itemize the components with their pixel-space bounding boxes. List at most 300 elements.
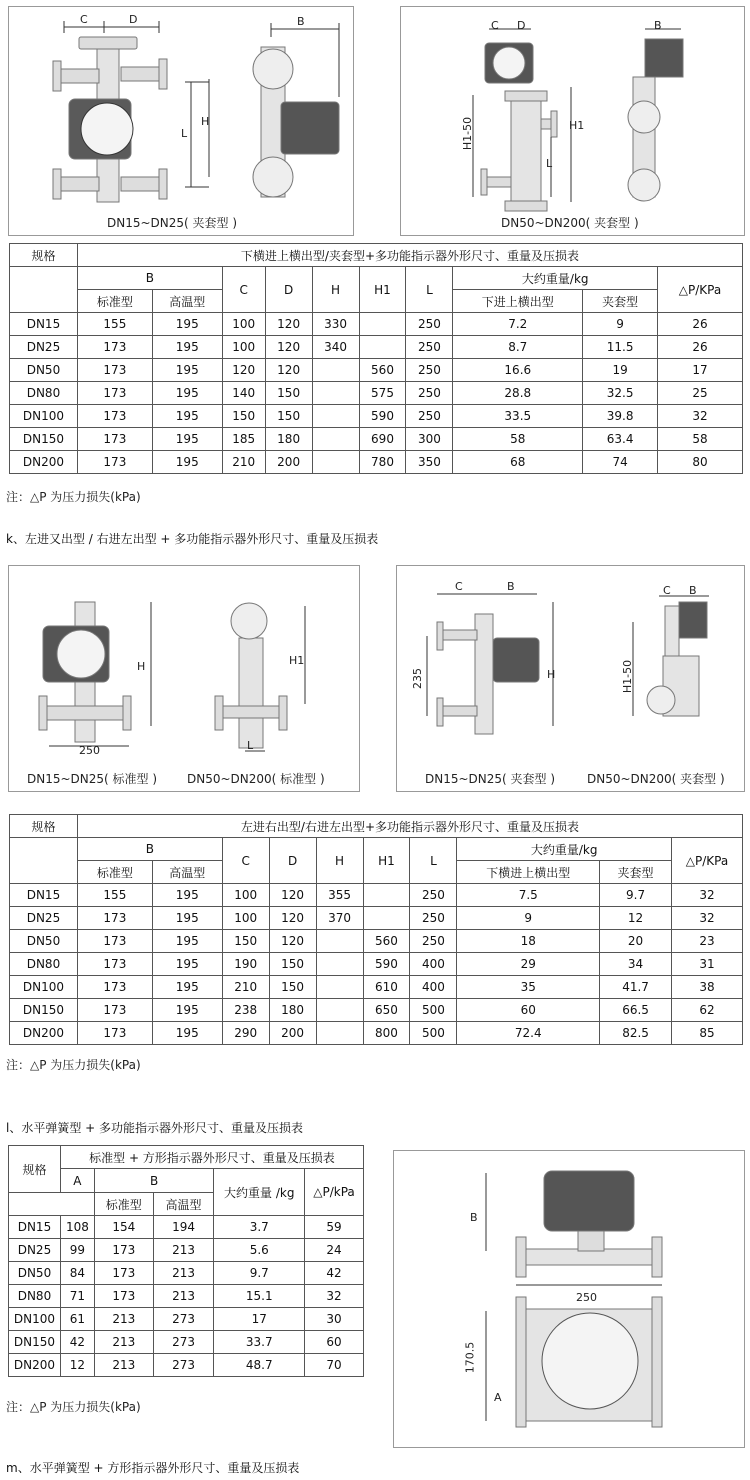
table-cell: 173	[77, 382, 152, 405]
header-l: L	[410, 838, 457, 884]
table-title: 下横进上横出型/夹套型+多功能指示器外形尺寸、重量及压损表	[77, 244, 742, 267]
table-row	[10, 976, 743, 999]
figure-caption-std-small: DN15~DN25( 标准型 )	[27, 772, 158, 786]
row-size-label: DN100	[10, 405, 78, 428]
table-cell	[359, 336, 406, 359]
table-cell: 31	[672, 953, 743, 976]
table-cell: 68	[453, 451, 583, 474]
table-cell: 173	[94, 1262, 153, 1285]
table-cell: 29	[457, 953, 600, 976]
table-cell: 28.8	[453, 382, 583, 405]
figure-j-dn15-dn25	[8, 6, 354, 236]
dim-label-c: C	[80, 13, 88, 26]
table-cell: 173	[77, 1022, 152, 1045]
row-size-label: DN50	[9, 1262, 61, 1285]
dim-label-h1: H1	[569, 119, 585, 132]
row-size-label: DN50	[10, 359, 78, 382]
table-cell: 155	[77, 313, 152, 336]
table-cell: 150	[269, 953, 316, 976]
dim-label-250: 250	[79, 744, 100, 757]
figure-caption-jkt-large: DN50~DN200( 夹套型 )	[587, 772, 725, 786]
table-row	[10, 907, 743, 930]
spec-table-j	[9, 243, 743, 474]
table-cell: 500	[410, 999, 457, 1022]
table-cell: 154	[94, 1216, 153, 1239]
header-b-high-temp: 高温型	[153, 1193, 214, 1216]
table-cell: 32	[672, 884, 743, 907]
table-row	[9, 1262, 364, 1285]
table-cell: 33.7	[214, 1331, 305, 1354]
table-cell: 108	[60, 1216, 94, 1239]
section-l-heading: l、水平弹簧型 + 多功能指示器外形尺寸、重量及压损表	[6, 1121, 304, 1135]
header-h: H	[312, 267, 359, 313]
table-cell: 26	[658, 336, 743, 359]
table-cell: 610	[363, 976, 410, 999]
table-cell: 7.5	[457, 884, 600, 907]
table-cell	[316, 930, 363, 953]
table-cell: 12	[60, 1354, 94, 1377]
table-cell: 71	[60, 1285, 94, 1308]
table-row	[9, 1239, 364, 1262]
row-size-label: DN15	[10, 313, 78, 336]
table-cell: 58	[453, 428, 583, 451]
table-cell: 590	[359, 405, 406, 428]
table-cell: 42	[305, 1262, 364, 1285]
table-cell: 195	[152, 907, 222, 930]
dim-label-235: 235	[411, 668, 424, 689]
flowmeter-drawing-horizontal	[394, 1151, 744, 1447]
table-cell: 213	[94, 1308, 153, 1331]
note-l: 注：△P 为压力损失(kPa)	[6, 1400, 141, 1414]
figure-caption-std-large: DN50~DN200( 标准型 )	[187, 772, 325, 786]
table-cell: 195	[152, 382, 222, 405]
table-cell: 100	[222, 336, 265, 359]
table-row	[10, 451, 743, 474]
table-cell: 173	[77, 359, 152, 382]
figure-l-horizontal	[393, 1150, 745, 1448]
figure-k-standard	[8, 565, 360, 792]
row-size-label: DN50	[10, 930, 78, 953]
table-cell: 195	[152, 930, 222, 953]
table-cell: 17	[658, 359, 743, 382]
table-row	[10, 953, 743, 976]
table-row	[10, 382, 743, 405]
table-body-l	[9, 1216, 364, 1377]
row-size-label: DN25	[10, 907, 78, 930]
table-cell: 39.8	[583, 405, 658, 428]
table-cell: 173	[77, 976, 152, 999]
header-b-high-temp: 高温型	[152, 290, 222, 313]
dim-label-b: B	[507, 580, 515, 593]
dim-label-h1-50: H1-50	[461, 116, 475, 151]
table-cell: 17	[214, 1308, 305, 1331]
table-cell: 173	[94, 1239, 153, 1262]
row-size-label: DN80	[10, 382, 78, 405]
table-row	[10, 405, 743, 428]
table-cell	[316, 1022, 363, 1045]
section-m-heading: m、水平弹簧型 + 方形指示器外形尺寸、重量及压损表	[6, 1461, 300, 1475]
header-b: B	[94, 1169, 214, 1193]
table-cell: 120	[269, 930, 316, 953]
table-cell	[312, 451, 359, 474]
table-cell: 173	[77, 953, 152, 976]
table-cell: 120	[269, 907, 316, 930]
table-cell: 180	[265, 428, 312, 451]
table-cell: 250	[406, 336, 453, 359]
table-cell: 195	[152, 999, 222, 1022]
table-cell: 780	[359, 451, 406, 474]
table-cell: 15.1	[214, 1285, 305, 1308]
table-cell: 62	[672, 999, 743, 1022]
table-cell	[316, 976, 363, 999]
table-cell: 350	[406, 451, 453, 474]
table-cell: 173	[77, 451, 152, 474]
dim-label-c: C	[491, 19, 499, 32]
table-row	[9, 1331, 364, 1354]
table-cell: 300	[406, 428, 453, 451]
table-cell: 213	[94, 1354, 153, 1377]
table-cell: 20	[600, 930, 672, 953]
table-cell: 58	[658, 428, 743, 451]
dim-label-a: A	[494, 1391, 502, 1404]
table-cell: 195	[152, 336, 222, 359]
table-cell: 173	[77, 907, 152, 930]
table-cell: 120	[222, 359, 265, 382]
note-j: 注：△P 为压力损失(kPa)	[6, 490, 141, 504]
table-cell: 9.7	[214, 1262, 305, 1285]
dim-label-c2: C	[663, 584, 671, 597]
table-cell: 370	[316, 907, 363, 930]
table-cell: 340	[312, 336, 359, 359]
table-cell: 3.7	[214, 1216, 305, 1239]
table-cell: 210	[222, 451, 265, 474]
table-cell: 200	[269, 1022, 316, 1045]
table-row	[10, 336, 743, 359]
row-size-label: DN15	[9, 1216, 61, 1239]
figure-j-dn50-dn200	[400, 6, 745, 236]
table-cell: 213	[153, 1262, 214, 1285]
table-cell: 173	[77, 405, 152, 428]
table-row	[10, 1022, 743, 1045]
table-cell: 18	[457, 930, 600, 953]
table-cell: 190	[222, 953, 269, 976]
table-cell: 213	[153, 1285, 214, 1308]
row-size-label: DN150	[10, 999, 78, 1022]
header-b-standard: 标准型	[94, 1193, 153, 1216]
table-cell: 250	[406, 405, 453, 428]
dim-label-d: D	[129, 13, 138, 26]
row-size-label: DN25	[9, 1239, 61, 1262]
dim-label-b: B	[470, 1211, 478, 1224]
table-cell: 23	[672, 930, 743, 953]
flowmeter-drawing-jacketed	[397, 566, 744, 791]
table-row	[10, 313, 743, 336]
header-spec: 规格	[9, 1146, 61, 1193]
row-size-label: DN25	[10, 336, 78, 359]
table-cell: 650	[363, 999, 410, 1022]
header-weight: 大约重量 /kg	[214, 1169, 305, 1216]
row-size-label: DN100	[10, 976, 78, 999]
row-size-label: DN100	[9, 1308, 61, 1331]
table-row	[10, 930, 743, 953]
table-cell: 185	[222, 428, 265, 451]
table-cell: 194	[153, 1216, 214, 1239]
table-cell: 250	[410, 907, 457, 930]
dim-label-c: C	[455, 580, 463, 593]
spec-table-k	[9, 814, 743, 1045]
table-cell: 173	[94, 1285, 153, 1308]
dim-label-h1-50: H1-50	[621, 659, 635, 694]
table-row	[10, 359, 743, 382]
flowmeter-drawing-standard	[9, 566, 359, 791]
header-h1: H1	[359, 267, 406, 313]
row-size-label: DN200	[10, 451, 78, 474]
figure-caption: DN50~DN200( 夹套型 )	[501, 216, 639, 230]
table-cell: 690	[359, 428, 406, 451]
table-cell: 560	[359, 359, 406, 382]
table-cell	[316, 999, 363, 1022]
table-cell: 800	[363, 1022, 410, 1045]
table-cell: 250	[410, 930, 457, 953]
table-cell: 195	[152, 884, 222, 907]
table-cell: 12	[600, 907, 672, 930]
header-b-standard: 标准型	[77, 861, 152, 884]
table-cell: 195	[152, 953, 222, 976]
table-cell: 590	[363, 953, 410, 976]
header-h: H	[316, 838, 363, 884]
row-size-label: DN80	[9, 1285, 61, 1308]
table-row	[9, 1216, 364, 1239]
table-cell: 150	[222, 930, 269, 953]
dim-label-170-5: 170.5	[463, 1341, 477, 1374]
table-cell: 195	[152, 428, 222, 451]
table-cell: 290	[222, 1022, 269, 1045]
dim-label-l: L	[247, 739, 254, 752]
table-cell: 195	[152, 451, 222, 474]
table-cell: 33.5	[453, 405, 583, 428]
table-cell: 355	[316, 884, 363, 907]
table-cell: 150	[222, 405, 265, 428]
table-row	[9, 1308, 364, 1331]
row-size-label: DN200	[10, 1022, 78, 1045]
table-cell: 173	[77, 336, 152, 359]
dim-label-h: H	[201, 115, 210, 128]
row-size-label: DN200	[9, 1354, 61, 1377]
header-weight-type1: 下进上横出型	[453, 290, 583, 313]
table-cell	[363, 884, 410, 907]
header-pressure-loss: △P/KPa	[658, 267, 743, 313]
dim-label-l: L	[546, 157, 553, 170]
table-cell	[312, 382, 359, 405]
table-cell: 213	[153, 1239, 214, 1262]
table-cell: 195	[152, 313, 222, 336]
dim-label-b: B	[297, 15, 305, 28]
table-body-j	[10, 313, 743, 474]
header-c: C	[222, 267, 265, 313]
table-cell: 85	[672, 1022, 743, 1045]
header-b: B	[77, 267, 222, 290]
table-cell: 25	[658, 382, 743, 405]
dim-label-b: B	[654, 19, 662, 32]
table-cell: 63.4	[583, 428, 658, 451]
table-cell: 140	[222, 382, 265, 405]
table-cell: 400	[410, 976, 457, 999]
table-cell: 195	[152, 976, 222, 999]
table-cell: 100	[222, 907, 269, 930]
dim-label-b2: B	[689, 584, 697, 597]
table-cell: 9.7	[600, 884, 672, 907]
table-cell: 59	[305, 1216, 364, 1239]
dim-label-h1: H1	[289, 654, 305, 667]
table-cell: 9	[583, 313, 658, 336]
table-cell: 11.5	[583, 336, 658, 359]
table-cell: 213	[94, 1331, 153, 1354]
header-pressure-loss: △P/kPa	[305, 1169, 364, 1216]
header-weight-jacketed: 夹套型	[600, 861, 672, 884]
table-cell: 30	[305, 1308, 364, 1331]
table-cell: 32	[305, 1285, 364, 1308]
table-cell: 80	[658, 451, 743, 474]
header-weight: 大约重量/kg	[457, 838, 672, 861]
flowmeter-drawing-jacketed-small	[9, 7, 353, 235]
table-cell: 173	[77, 428, 152, 451]
header-b-high-temp: 高温型	[152, 861, 222, 884]
table-row	[9, 1285, 364, 1308]
header-spec: 规格	[10, 244, 78, 267]
table-cell: 150	[269, 976, 316, 999]
table-cell: 195	[152, 359, 222, 382]
table-cell: 500	[410, 1022, 457, 1045]
table-cell: 173	[77, 930, 152, 953]
table-cell: 150	[265, 405, 312, 428]
dim-label-250: 250	[576, 1291, 597, 1304]
header-pressure-loss: △P/KPa	[672, 838, 743, 884]
header-b: B	[77, 838, 222, 861]
table-cell: 82.5	[600, 1022, 672, 1045]
row-size-label: DN150	[10, 428, 78, 451]
table-cell: 35	[457, 976, 600, 999]
dim-label-d: D	[517, 19, 526, 32]
table-cell	[312, 359, 359, 382]
table-cell: 70	[305, 1354, 364, 1377]
table-cell: 155	[77, 884, 152, 907]
dim-label-h: H	[547, 668, 556, 681]
table-cell: 72.4	[457, 1022, 600, 1045]
table-cell: 250	[410, 884, 457, 907]
table-cell: 5.6	[214, 1239, 305, 1262]
table-cell: 195	[152, 405, 222, 428]
table-row	[10, 884, 743, 907]
dim-label-l: L	[181, 127, 188, 140]
dim-label-h: H	[137, 660, 146, 673]
table-title: 左进右出型/右进左出型+多功能指示器外形尺寸、重量及压损表	[77, 815, 742, 838]
table-cell	[316, 953, 363, 976]
table-cell: 26	[658, 313, 743, 336]
header-l: L	[406, 267, 453, 313]
table-cell: 66.5	[600, 999, 672, 1022]
table-cell	[363, 907, 410, 930]
table-cell: 330	[312, 313, 359, 336]
table-title: 标准型 + 方形指示器外形尺寸、重量及压损表	[60, 1146, 363, 1169]
figure-k-jacketed	[396, 565, 745, 792]
table-cell: 273	[153, 1354, 214, 1377]
table-cell: 84	[60, 1262, 94, 1285]
figure-caption: DN15~DN25( 夹套型 )	[107, 216, 238, 230]
header-weight-type1: 下横进上横出型	[457, 861, 600, 884]
table-cell: 250	[406, 382, 453, 405]
table-cell: 238	[222, 999, 269, 1022]
table-cell: 8.7	[453, 336, 583, 359]
row-size-label: DN15	[10, 884, 78, 907]
table-cell: 210	[222, 976, 269, 999]
table-cell: 273	[153, 1331, 214, 1354]
table-cell: 9	[457, 907, 600, 930]
table-cell: 100	[222, 884, 269, 907]
figure-caption-jkt-small: DN15~DN25( 夹套型 )	[425, 772, 556, 786]
table-cell: 100	[222, 313, 265, 336]
table-cell: 150	[265, 382, 312, 405]
header-weight-jacketed: 夹套型	[583, 290, 658, 313]
row-size-label: DN80	[10, 953, 78, 976]
table-cell: 32	[658, 405, 743, 428]
header-d: D	[269, 838, 316, 884]
table-row	[10, 999, 743, 1022]
table-row	[9, 1354, 364, 1377]
table-cell: 19	[583, 359, 658, 382]
table-cell	[312, 405, 359, 428]
header-h1: H1	[363, 838, 410, 884]
table-cell: 195	[152, 1022, 222, 1045]
table-cell: 273	[153, 1308, 214, 1331]
table-cell: 16.6	[453, 359, 583, 382]
table-cell: 250	[406, 313, 453, 336]
table-cell: 32.5	[583, 382, 658, 405]
table-cell: 120	[265, 336, 312, 359]
table-cell: 120	[265, 313, 312, 336]
table-cell: 120	[265, 359, 312, 382]
table-cell	[359, 313, 406, 336]
header-weight: 大约重量/kg	[453, 267, 658, 290]
table-cell: 34	[600, 953, 672, 976]
note-k: 注：△P 为压力损失(kPa)	[6, 1058, 141, 1072]
section-k-heading: k、左进又出型 / 右进左出型 + 多功能指示器外形尺寸、重量及压损表	[6, 532, 379, 546]
table-cell: 99	[60, 1239, 94, 1262]
table-cell: 32	[672, 907, 743, 930]
header-spec: 规格	[10, 815, 78, 838]
table-cell: 120	[269, 884, 316, 907]
spec-table-l	[8, 1145, 364, 1377]
table-cell: 173	[77, 999, 152, 1022]
table-cell: 575	[359, 382, 406, 405]
table-cell: 41.7	[600, 976, 672, 999]
table-cell: 400	[410, 953, 457, 976]
table-cell: 60	[457, 999, 600, 1022]
table-cell: 560	[363, 930, 410, 953]
table-cell: 48.7	[214, 1354, 305, 1377]
table-cell: 42	[60, 1331, 94, 1354]
table-cell: 7.2	[453, 313, 583, 336]
table-cell: 180	[269, 999, 316, 1022]
table-cell: 250	[406, 359, 453, 382]
header-a: A	[60, 1169, 94, 1193]
row-size-label: DN150	[9, 1331, 61, 1354]
table-cell	[312, 428, 359, 451]
table-body-k	[10, 884, 743, 1045]
table-cell: 200	[265, 451, 312, 474]
table-cell: 61	[60, 1308, 94, 1331]
header-d: D	[265, 267, 312, 313]
header-b-standard: 标准型	[77, 290, 152, 313]
